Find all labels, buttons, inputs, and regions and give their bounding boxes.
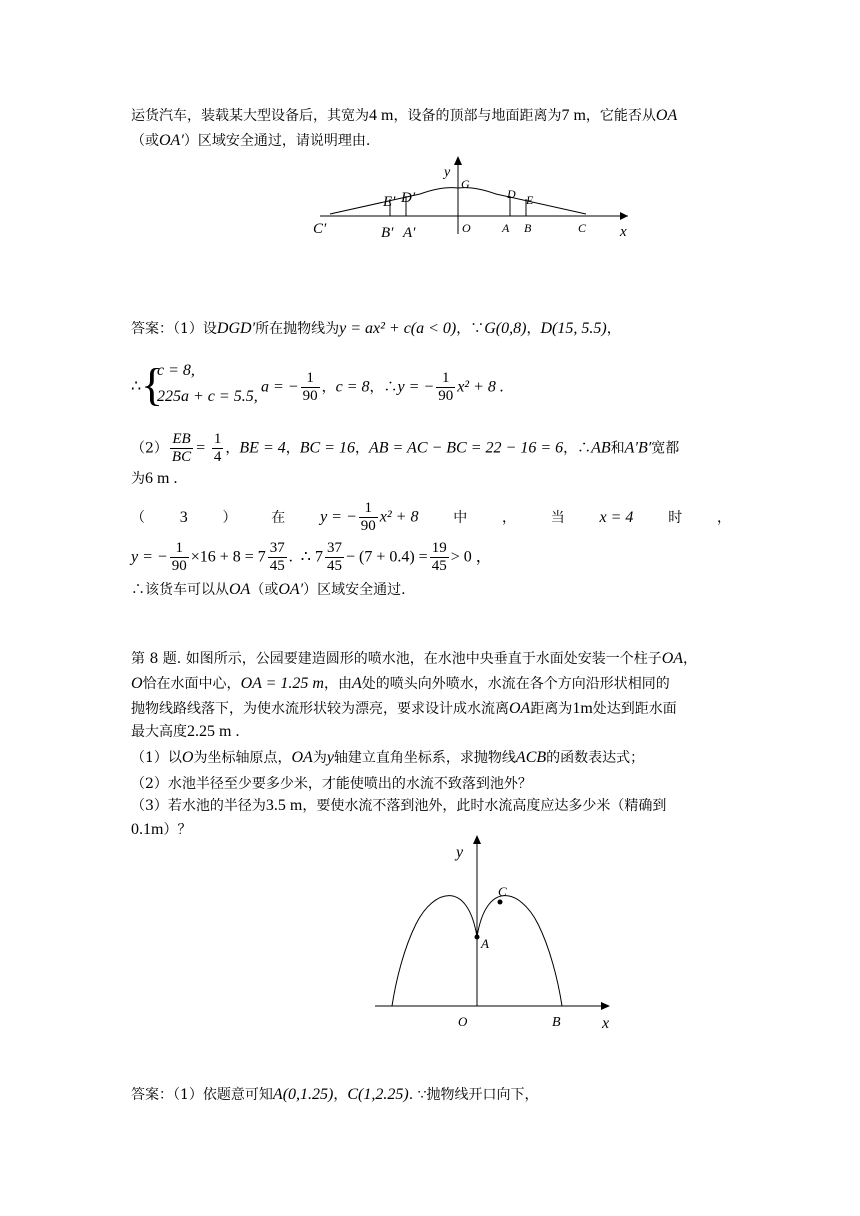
q8-part-1: （1）以O为坐标轴原点，OA为y轴建立直角坐标系，求抛物线ACB的函数表达式； (131, 749, 645, 766)
fraction: $\frac{1}{4}$ (213, 431, 222, 465)
right-water-curve (477, 896, 562, 1006)
answer-1-line-4: 为6 m . (131, 470, 178, 487)
label-b-prime: B′ (381, 225, 394, 241)
label-y: y (444, 165, 451, 180)
label-x: x (602, 1015, 610, 1032)
answer-1-conclusion: ∴该货车可以从OA（或OA′）区域安全通过. (131, 581, 406, 598)
label-b: B (552, 1015, 561, 1030)
problem-line-2: （或OA′）区域安全通过，请说明理由. (131, 132, 371, 149)
left-water-curve (392, 896, 477, 1006)
label-y: y (456, 844, 464, 861)
label-a: A (481, 936, 489, 951)
fraction: $\frac{1}{90}$ (171, 540, 187, 574)
answer-1-line-5: （ 3 ） 在 y = − $\frac{1}{90}$ x² + 8 中 ， 当 x = 4 时 ， (131, 500, 731, 534)
fraction: $\frac{37}{45}$ (269, 540, 285, 574)
point-c (498, 900, 503, 905)
figure-road-parabola (300, 150, 640, 250)
answer-1-line-3: （2） $\frac{EB}{BC}$ = $\frac{1}{4}$ ，BE = 4，BC = 16，AB = AC − BC = 22 − 16 = 6，∴AB和A′B′宽都 (131, 431, 680, 465)
fraction: $\frac{1}{90}$ (360, 500, 376, 534)
y-axis-arrow (454, 156, 462, 165)
label-e: E (526, 193, 534, 207)
problem-line-1: 运货汽车，装载某大型设备后，其宽为4 m，设备的顶部与地面距离为7 m，它能否从OA (131, 107, 678, 124)
label-x: x (620, 224, 627, 240)
label-a: A (502, 221, 510, 235)
label-b: B (524, 221, 532, 235)
answer-2-line-1: 答案：（1）依题意可知A(0,1.25)，C(1,2.25). ∵抛物线开口向下， (131, 1086, 539, 1103)
label-c: C (498, 884, 507, 899)
q8-line-4: 最大高度2.25 m . (131, 723, 240, 740)
fraction: $\frac{19}{45}$ (431, 540, 447, 574)
brace-symbol: { (141, 359, 164, 410)
fraction: $\frac{EB}{BC}$ (171, 431, 192, 465)
point-a (475, 935, 480, 940)
q8-part-3-cont: 0.1m）？ (131, 821, 192, 838)
label-d-prime: D′ (401, 190, 416, 206)
label-e-prime: E′ (383, 194, 396, 210)
q8-line-3: 抛物线路线落下，为使水流形状较为漂亮，要求设计成水流离OA距离为1m处达到距水面 (131, 700, 677, 717)
x-axis-arrow (601, 1002, 610, 1010)
q8-part-3: （3）若水池的半径为3.5 m，要使水流不落到池外，此时水流高度应达多少米（精确到 (131, 797, 667, 814)
fraction: $\frac{37}{45}$ (326, 540, 342, 574)
q8-line-2: O恰在水面中心，OA = 1.25 m，由A处的喷头向外喷水，水流在各个方向沿形状相同的 (131, 675, 670, 692)
answer-1-system: ∴ { c = 8, 225a + c = 5.5, a = − $\frac{1}{90}$ ，c = 8，∴y = − $\frac{1}{90}$ x² + 8 . (131, 359, 504, 410)
q8-line-1: 第 8 题. 如图所示，公园要建造圆形的喷水池，在水池中央垂直于水面处安装一个柱子OA， (131, 650, 698, 667)
figure-fountain-parabola (365, 830, 625, 1040)
fraction: $\frac{1}{90}$ (438, 370, 454, 404)
label-g: G (461, 177, 470, 191)
label-a-prime: A′ (403, 225, 416, 241)
fraction: $\frac{1}{90}$ (302, 370, 318, 404)
label-o: O (462, 221, 471, 235)
y-axis-arrow (473, 835, 481, 844)
label-c-prime: C′ (313, 221, 327, 237)
label-c: C (578, 221, 587, 235)
answer-1-line-1: 答案：（1）设DGD′所在抛物线为y = ax² + c(a < 0)，∵G(0,8)，D(15, 5.5)， (131, 320, 621, 337)
q8-part-2: （2）水池半径至少要多少米，才能使喷出的水流不致落到池外？ (131, 776, 532, 792)
label-o: O (458, 1014, 468, 1029)
label-d: D (507, 187, 516, 201)
answer-1-line-6: y = − $\frac{1}{90}$ ×16 + 8 = 7 $\frac{37}{45}$ . ∴ 7 $\frac{37}{45}$ − (7 + 0.4) = $\frac{19}{45}$ > 0 ， (131, 540, 492, 574)
x-axis-arrow (620, 212, 628, 220)
